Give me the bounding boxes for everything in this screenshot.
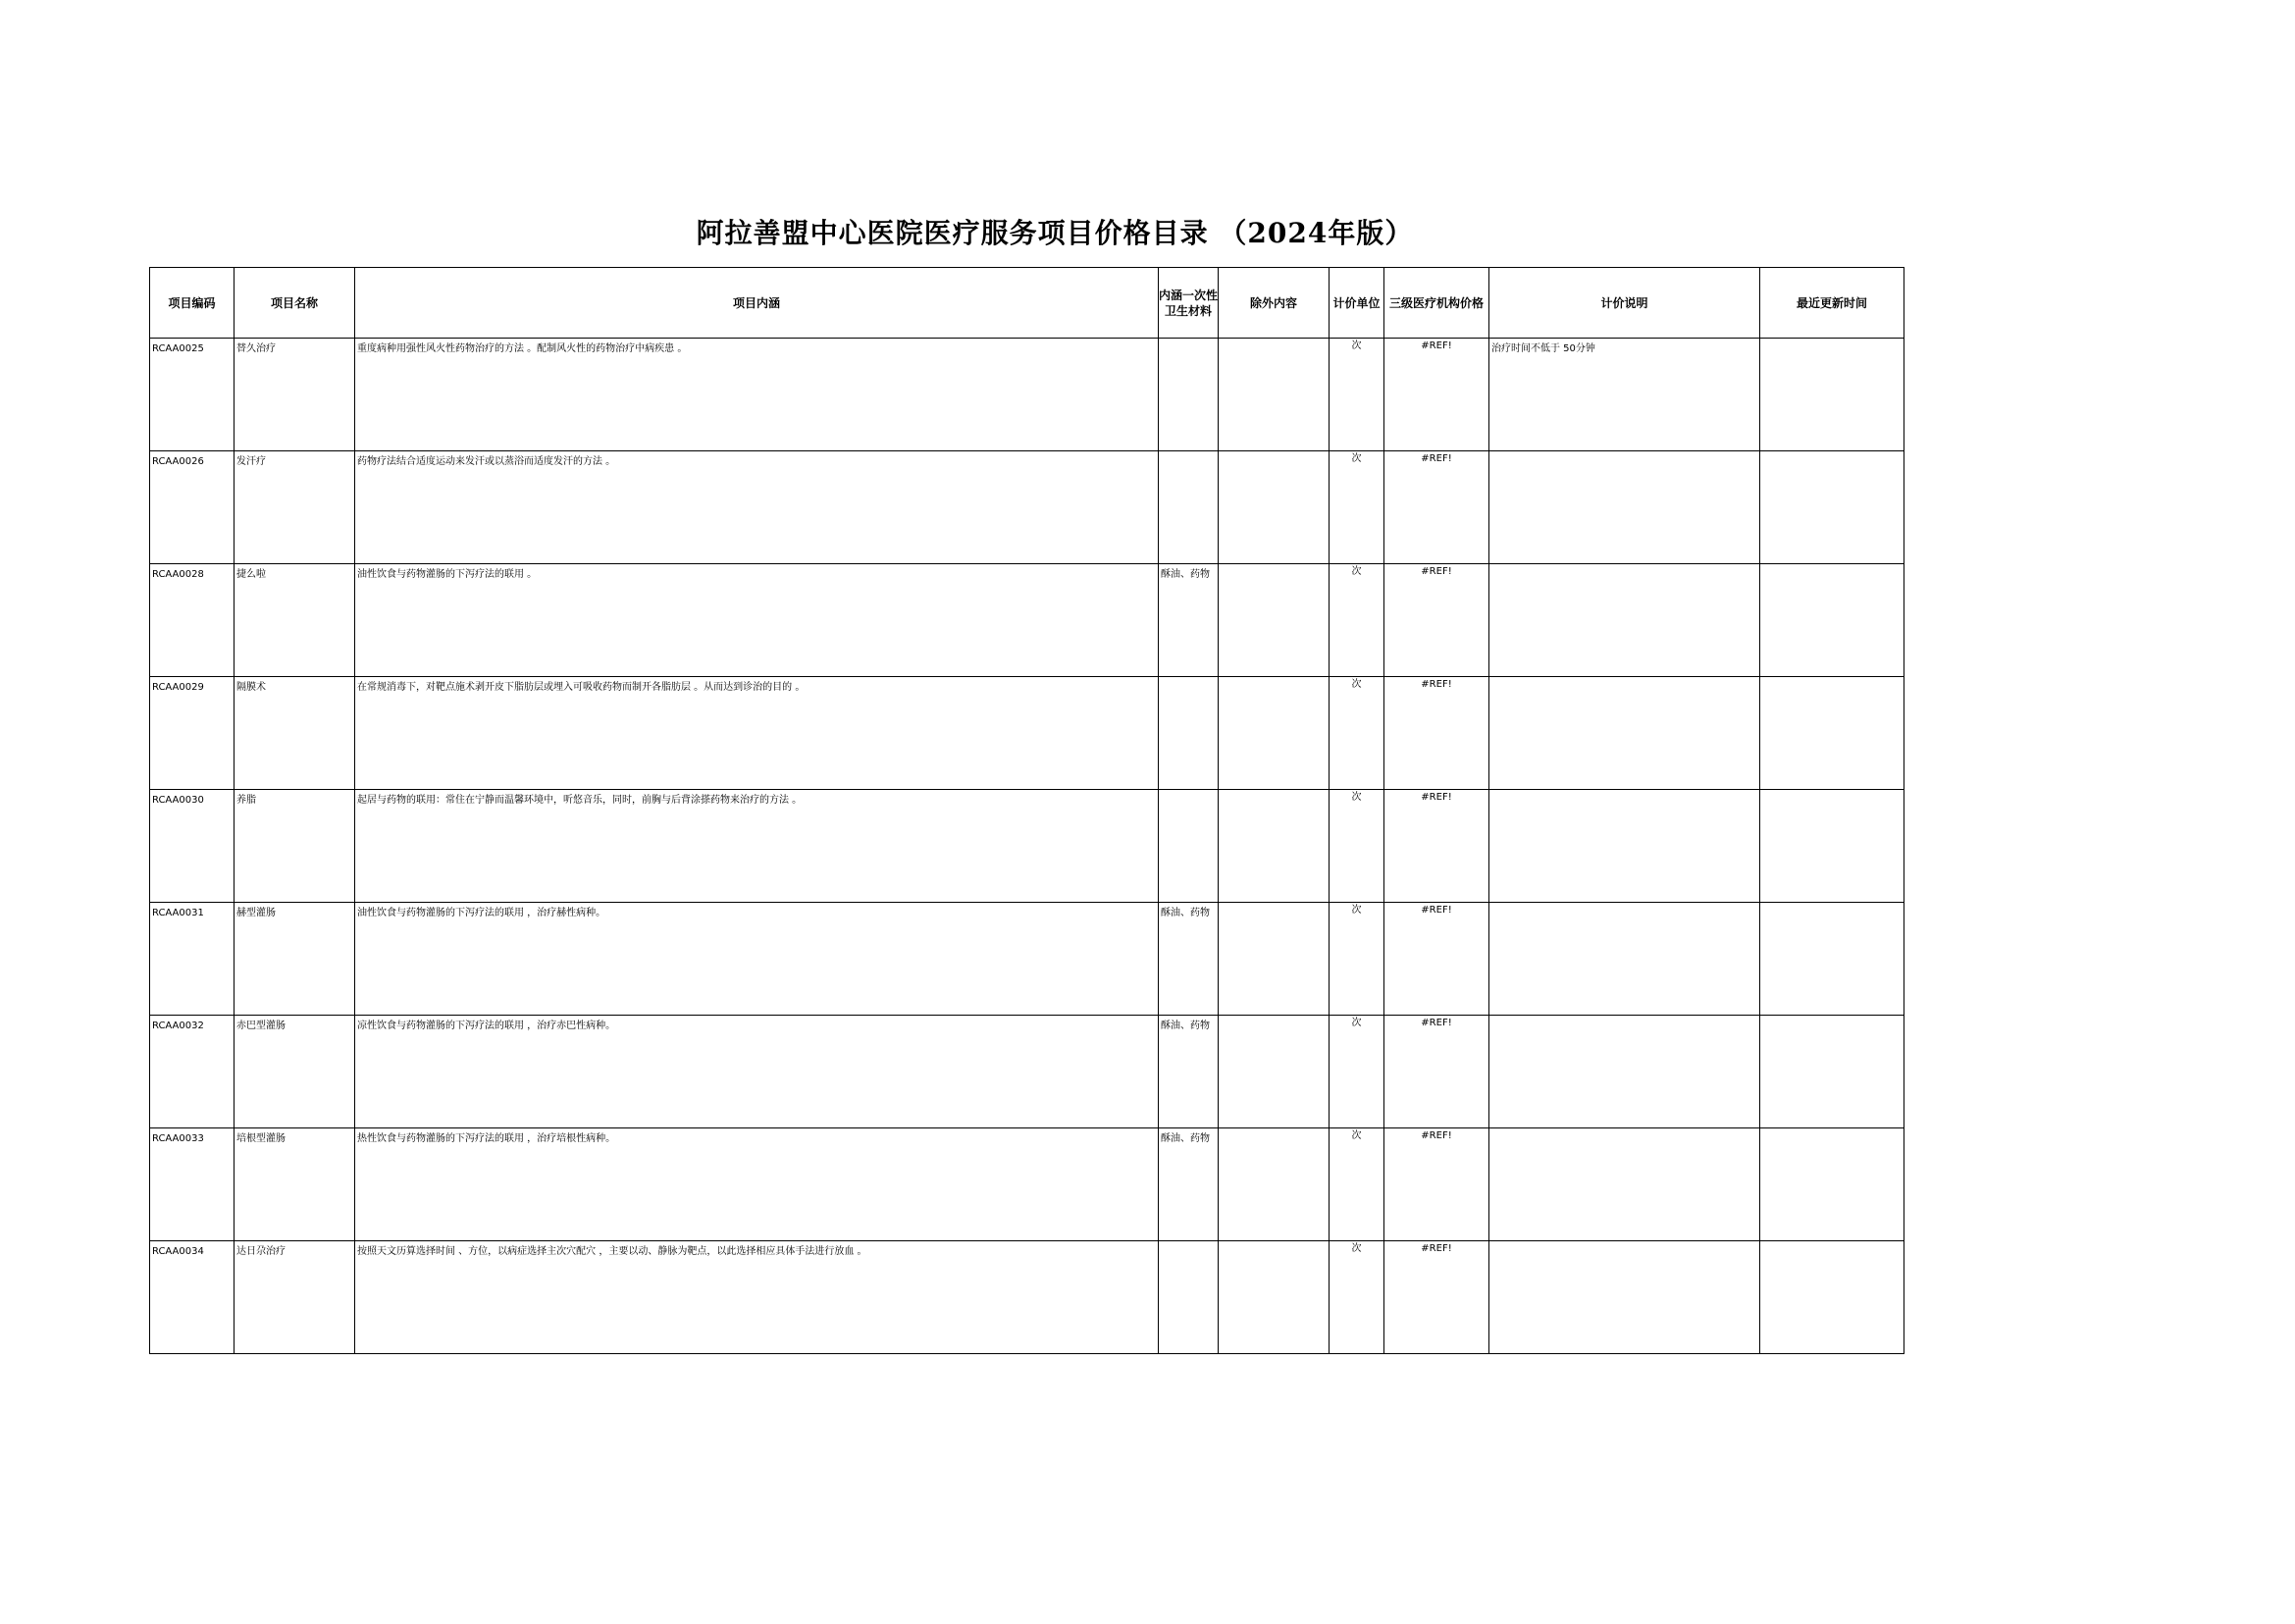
item-unit: 次 xyxy=(1351,1243,1362,1254)
cell-unit xyxy=(1330,903,1384,1016)
cell-price xyxy=(1384,790,1489,903)
header-price: 三级医疗机构价格 xyxy=(1384,268,1489,339)
cell-unit xyxy=(1330,1128,1384,1241)
cell-notes xyxy=(1489,1128,1760,1241)
cell-updated xyxy=(1760,1016,1904,1128)
cell-updated xyxy=(1760,1241,1904,1354)
item-name: 赤巴型灌肠 xyxy=(236,1021,286,1031)
item-code: RCAA0031 xyxy=(152,908,204,918)
table-row xyxy=(150,903,1904,1016)
item-materials xyxy=(1159,451,1218,454)
item-content: 重度病种用强性风火性药物治疗的方法 。配制风火性的药物治疗中病疾患 。 xyxy=(357,343,688,354)
table-row xyxy=(150,1128,1904,1241)
item-name: 隔膜术 xyxy=(236,682,266,693)
cell-exclusions xyxy=(1219,451,1330,564)
cell-materials xyxy=(1159,903,1219,1016)
cell-exclusions xyxy=(1219,903,1330,1016)
header-updated: 最近更新时间 xyxy=(1760,268,1904,339)
header-unit: 计价单位 xyxy=(1330,268,1384,339)
header-exclusions: 除外内容 xyxy=(1219,268,1330,339)
item-updated xyxy=(1760,451,1904,454)
cell-notes xyxy=(1489,903,1760,1016)
item-code: RCAA0029 xyxy=(152,682,204,693)
cell-content xyxy=(355,451,1159,564)
cell-content xyxy=(355,564,1159,677)
item-exclusions xyxy=(1219,1241,1329,1244)
item-notes xyxy=(1489,451,1759,454)
cell-price xyxy=(1384,1128,1489,1241)
header-notes: 计价说明 xyxy=(1489,268,1760,339)
item-exclusions xyxy=(1219,903,1329,906)
item-updated xyxy=(1760,1241,1904,1244)
item-price: #REF! xyxy=(1421,453,1452,464)
item-content: 起居与药物的联用：常住在宁静而温馨环境中，听悠音乐，同时，前胸与后背涂搽药物来治疗的方法 。 xyxy=(357,795,803,806)
cell-materials xyxy=(1159,1016,1219,1128)
item-unit: 次 xyxy=(1351,679,1362,690)
cell-name xyxy=(235,451,355,564)
cell-updated xyxy=(1760,1128,1904,1241)
item-unit: 次 xyxy=(1351,566,1362,577)
cell-exclusions xyxy=(1219,564,1330,677)
cell-unit xyxy=(1330,1241,1384,1354)
cell-unit xyxy=(1330,1016,1384,1128)
cell-notes xyxy=(1489,339,1760,451)
item-updated xyxy=(1760,339,1904,341)
cell-unit xyxy=(1330,339,1384,451)
item-name: 养脂 xyxy=(236,795,256,806)
cell-notes xyxy=(1489,1016,1760,1128)
item-price: #REF! xyxy=(1421,1130,1452,1141)
item-materials: 酥油、药物 xyxy=(1161,1021,1210,1031)
item-notes xyxy=(1489,1016,1759,1019)
item-name: 培根型灌肠 xyxy=(236,1133,286,1144)
cell-content xyxy=(355,1128,1159,1241)
header-content: 项目内涵 xyxy=(355,268,1159,339)
item-unit: 次 xyxy=(1351,341,1362,351)
cell-updated xyxy=(1760,339,1904,451)
item-price: #REF! xyxy=(1421,679,1452,690)
cell-materials xyxy=(1159,1128,1219,1241)
cell-name xyxy=(235,1016,355,1128)
item-materials xyxy=(1159,339,1218,341)
cell-name xyxy=(235,339,355,451)
table-row xyxy=(150,790,1904,903)
item-materials xyxy=(1159,790,1218,793)
item-code: RCAA0028 xyxy=(152,569,204,580)
item-unit: 次 xyxy=(1351,1130,1362,1141)
cell-updated xyxy=(1760,677,1904,790)
item-materials: 酥油、药物 xyxy=(1161,1133,1210,1144)
cell-code xyxy=(150,677,235,790)
cell-materials xyxy=(1159,790,1219,903)
cell-code xyxy=(150,903,235,1016)
item-updated xyxy=(1760,903,1904,906)
cell-name xyxy=(235,903,355,1016)
item-name: 发汗疗 xyxy=(236,456,266,467)
cell-materials xyxy=(1159,564,1219,677)
item-price: #REF! xyxy=(1421,905,1452,916)
item-updated xyxy=(1760,677,1904,680)
item-code: RCAA0034 xyxy=(152,1246,204,1257)
item-name: 达日尕治疗 xyxy=(236,1246,286,1257)
item-exclusions xyxy=(1219,451,1329,454)
item-code: RCAA0032 xyxy=(152,1021,204,1031)
item-unit: 次 xyxy=(1351,905,1362,916)
item-content: 在常规消毒下，对靶点施术剥开皮下脂肪层或埋入可吸收药物而制开各脂肪层 。从而达到诊治的目的 。 xyxy=(357,682,806,693)
cell-content xyxy=(355,1241,1159,1354)
cell-updated xyxy=(1760,790,1904,903)
cell-code xyxy=(150,564,235,677)
table-row xyxy=(150,564,1904,677)
cell-materials xyxy=(1159,1241,1219,1354)
item-code: RCAA0025 xyxy=(152,343,204,354)
cell-notes xyxy=(1489,564,1760,677)
item-code: RCAA0026 xyxy=(152,456,204,467)
cell-notes xyxy=(1489,1241,1760,1354)
item-exclusions xyxy=(1219,677,1329,680)
cell-code xyxy=(150,1016,235,1128)
cell-name xyxy=(235,677,355,790)
cell-exclusions xyxy=(1219,790,1330,903)
cell-content xyxy=(355,903,1159,1016)
item-notes xyxy=(1489,677,1759,680)
item-exclusions xyxy=(1219,1128,1329,1131)
cell-name xyxy=(235,1241,355,1354)
item-notes xyxy=(1489,1128,1759,1131)
table-row xyxy=(150,1241,1904,1354)
price-table xyxy=(149,267,1904,1354)
cell-name xyxy=(235,564,355,677)
page-title: 阿拉善盟中心医院医疗服务项目价格目录 （2024年版） xyxy=(696,217,1414,249)
table-body xyxy=(150,339,1904,1354)
item-content: 热性饮食与药物灌肠的下泻疗法的联用 ，治疗培根性病种。 xyxy=(357,1133,616,1144)
cell-content xyxy=(355,790,1159,903)
item-updated xyxy=(1760,790,1904,793)
cell-code xyxy=(150,451,235,564)
item-exclusions xyxy=(1219,339,1329,341)
cell-price xyxy=(1384,1016,1489,1128)
cell-name xyxy=(235,790,355,903)
item-content: 凉性饮食与药物灌肠的下泻疗法的联用 ，治疗赤巴性病种。 xyxy=(357,1021,616,1031)
item-content: 油性饮食与药物灌肠的下泻疗法的联用 ，治疗赫性病种。 xyxy=(357,908,606,918)
table-header-row xyxy=(150,268,1904,339)
cell-exclusions xyxy=(1219,1016,1330,1128)
item-notes xyxy=(1489,903,1759,906)
item-name: 赫型灌肠 xyxy=(236,908,276,918)
item-price: #REF! xyxy=(1421,1018,1452,1028)
cell-unit xyxy=(1330,677,1384,790)
item-price: #REF! xyxy=(1421,566,1452,577)
cell-exclusions xyxy=(1219,677,1330,790)
item-notes: 治疗时间不低于 50分钟 xyxy=(1491,343,1595,354)
item-exclusions xyxy=(1219,790,1329,793)
cell-content xyxy=(355,339,1159,451)
table-row xyxy=(150,451,1904,564)
item-notes xyxy=(1489,790,1759,793)
cell-updated xyxy=(1760,903,1904,1016)
item-name: 替久治疗 xyxy=(236,343,276,354)
cell-code xyxy=(150,1241,235,1354)
item-price: #REF! xyxy=(1421,1243,1452,1254)
cell-exclusions xyxy=(1219,1241,1330,1354)
item-unit: 次 xyxy=(1351,453,1362,464)
cell-price xyxy=(1384,451,1489,564)
cell-updated xyxy=(1760,451,1904,564)
cell-unit xyxy=(1330,564,1384,677)
item-content: 药物疗法结合适度运动来发汗或以蒸浴而适度发汗的方法 。 xyxy=(357,456,616,467)
cell-price xyxy=(1384,903,1489,1016)
header-name: 项目名称 xyxy=(235,268,355,339)
item-price: #REF! xyxy=(1421,341,1452,351)
table-row xyxy=(150,339,1904,451)
item-updated xyxy=(1760,1016,1904,1019)
table-row xyxy=(150,1016,1904,1128)
cell-price xyxy=(1384,339,1489,451)
cell-code xyxy=(150,339,235,451)
item-updated xyxy=(1760,564,1904,567)
item-materials: 酥油、药物 xyxy=(1161,908,1210,918)
item-code: RCAA0033 xyxy=(152,1133,204,1144)
item-updated xyxy=(1760,1128,1904,1131)
cell-code xyxy=(150,790,235,903)
header-code: 项目编码 xyxy=(150,268,235,339)
table-row xyxy=(150,677,1904,790)
cell-materials xyxy=(1159,677,1219,790)
item-unit: 次 xyxy=(1351,1018,1362,1028)
cell-updated xyxy=(1760,564,1904,677)
item-code: RCAA0030 xyxy=(152,795,204,806)
cell-price xyxy=(1384,677,1489,790)
cell-notes xyxy=(1489,677,1760,790)
cell-exclusions xyxy=(1219,339,1330,451)
cell-materials xyxy=(1159,451,1219,564)
cell-exclusions xyxy=(1219,1128,1330,1241)
item-materials: 酥油、药物 xyxy=(1161,569,1210,580)
cell-price xyxy=(1384,564,1489,677)
item-notes xyxy=(1489,564,1759,567)
cell-name xyxy=(235,1128,355,1241)
item-materials xyxy=(1159,677,1218,680)
item-unit: 次 xyxy=(1351,792,1362,803)
item-content: 油性饮食与药物灌肠的下泻疗法的联用 。 xyxy=(357,569,538,580)
cell-notes xyxy=(1489,451,1760,564)
item-price: #REF! xyxy=(1421,792,1452,803)
cell-notes xyxy=(1489,790,1760,903)
item-exclusions xyxy=(1219,564,1329,567)
cell-unit xyxy=(1330,790,1384,903)
item-name: 捷么啦 xyxy=(236,569,266,580)
item-content: 按照天文历算选择时间 、方位，以病症选择主次穴配穴 ，主要以动、静脉为靶点，以此选择相应具体手法进行放血 。 xyxy=(357,1246,867,1257)
item-materials xyxy=(1159,1241,1218,1244)
header-materials: 内涵一次性卫生材料 xyxy=(1159,268,1219,339)
cell-materials xyxy=(1159,339,1219,451)
cell-price xyxy=(1384,1241,1489,1354)
cell-content xyxy=(355,1016,1159,1128)
cell-content xyxy=(355,677,1159,790)
cell-code xyxy=(150,1128,235,1241)
cell-unit xyxy=(1330,451,1384,564)
item-notes xyxy=(1489,1241,1759,1244)
item-exclusions xyxy=(1219,1016,1329,1019)
